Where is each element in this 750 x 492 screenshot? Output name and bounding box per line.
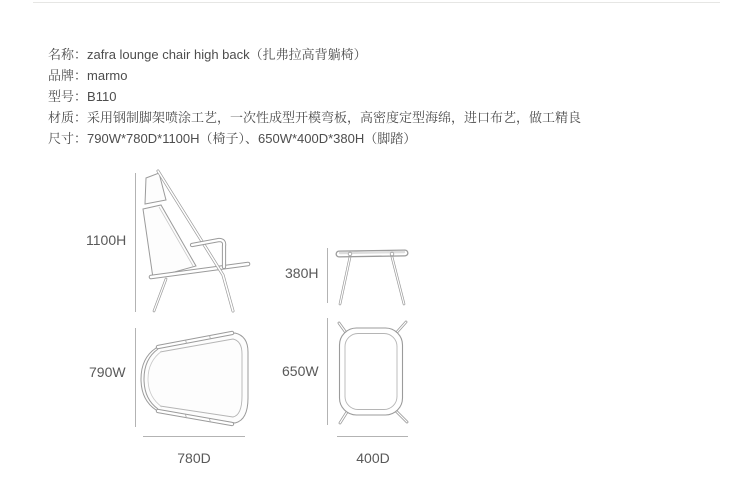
spec-row-name [48,44,581,65]
chair-height-dimension-line [135,173,136,312]
spec-row-model [48,86,581,107]
spec-label: 型号 [48,89,75,104]
chair-depth-dimension-label: 780D [177,450,211,466]
chair-depth-dimension-line [143,436,245,437]
footstool-width-dimension-line [327,318,328,425]
spec-value: 790W*780D*1100H（椅子）、650W*400D*380H（脚踏） [87,131,417,146]
spec-label: 名称 [48,47,75,62]
spec-value: marmo [87,68,128,83]
spec-colon: ： [74,68,88,83]
chair-top-view-drawing [138,328,253,430]
spec-text-block [48,44,581,149]
spec-colon: ： [74,110,88,125]
spec-colon: ： [74,89,88,104]
footstool-top-view-drawing [336,316,412,430]
footstool-width-dimension-label: 650W [282,363,319,379]
chair-width-dimension-label: 790W [89,364,126,380]
spec-label: 材质 [48,110,75,125]
chair-width-dimension-line [135,328,136,427]
spec-value: zafra lounge chair high back（扎弗拉高背躺椅） [87,47,367,62]
spec-row-size [48,128,581,149]
spec-row-material [48,107,581,128]
spec-colon: ： [74,47,88,62]
footstool-height-dimension-line [327,248,328,303]
top-divider [33,2,720,3]
spec-value: 采用钢制脚架喷涂工艺，一次性成型开模弯板，高密度定型海绵，进口布艺，做工精良 [87,110,582,125]
spec-row-brand [48,65,581,86]
chair-height-dimension-label: 1100H [86,232,127,248]
footstool-height-dimension-label: 380H [285,265,319,281]
spec-label: 品牌 [48,68,75,83]
footstool-depth-dimension-line [337,436,408,437]
footstool-side-view-drawing [333,245,411,307]
spec-colon: ： [74,131,88,146]
footstool-depth-dimension-label: 400D [356,450,390,466]
spec-label: 尺寸 [48,131,75,146]
chair-side-view-drawing [140,166,252,318]
spec-value: B110 [87,89,117,104]
